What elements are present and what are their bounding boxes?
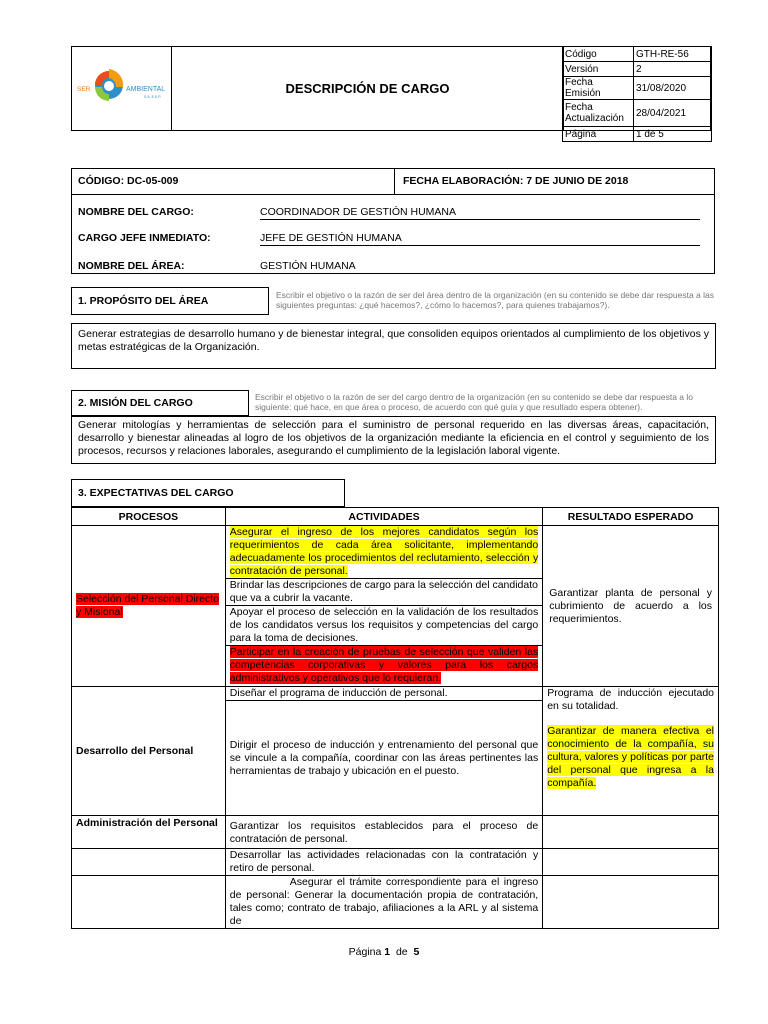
company-logo: [72, 47, 172, 130]
document-meta-table: [562, 46, 712, 142]
footer-page-number: 1: [384, 946, 391, 958]
process-cell: [72, 526, 226, 687]
meta-row: Versión 2: [563, 62, 712, 77]
creation-date: FECHA ELABORACIÓN: 7 DE JUNIO DE 2018: [403, 175, 629, 187]
table-row: [72, 849, 719, 876]
boss-label: CARGO JEFE INMEDIATO:: [78, 232, 211, 244]
result-empty-cell: [543, 876, 719, 929]
table-header-row: [72, 508, 719, 526]
section-1-title: 1. PROPÓSITO DEL ÁREA: [71, 287, 269, 315]
activity-cell: [225, 526, 542, 579]
activity-seleccion-2: Brindar las descripciones de cargo para la selección del candidato que va a cubrir la vacante.: [225, 579, 542, 606]
result-desarrollo-2: Garantizar de manera efectiva el conocimiento de la compañía, su cultura, valores y políticas por parte del personal que ingresa a la compañía.: [547, 725, 714, 789]
area-value: GESTIÓN HUMANA: [260, 260, 700, 274]
svg-text:SER: SER: [77, 86, 91, 93]
activity-administracion-3: Asegurar el trámite correspondiente para el ingreso de personal: Generar la documentación propia de contratación, tales como; contrato de trabajo, afiliaciones a la ARL y al sistema de: [225, 876, 542, 929]
table-row: [72, 816, 719, 849]
area-label: NOMBRE DEL ÁREA:: [78, 260, 185, 272]
meta-row: Fecha Actualización 28/04/2021: [563, 100, 712, 127]
expectations-table: [71, 507, 719, 929]
logo-cell: [72, 47, 172, 130]
document-header: [71, 46, 711, 140]
svg-text:AMBIENTAL: AMBIENTAL: [126, 86, 166, 93]
document-title: DESCRIPCIÓN DE CARGO: [172, 47, 564, 130]
process-desarrollo: Desarrollo del Personal: [72, 687, 226, 816]
col-header-procesos: PROCESOS: [72, 508, 226, 526]
result-empty-cell: [543, 849, 719, 876]
section-2-body: Generar mitologías y herramientas de selección para el suministro de personal requerido en las diversas áreas, capacitación, desarrollo y bienestar alineadas al logro de los objetivos de la organización mediante la eficiencia en el control y seguimiento de los procesos, recursos y relaciones laborales, asegurando el cumplimiento de la legislación laboral vigente.: [71, 416, 716, 464]
section-3-title: 3. EXPECTATIVAS DEL CARGO: [71, 479, 345, 507]
result-desarrollo-1: Programa de inducción ejecutado en su totalidad.: [547, 687, 714, 712]
section-1-body: Generar estrategias de desarrollo humano y de bienestar integral, que consoliden equipos orientados al cumplimiento de los objetivos y metas estratégicas de la Organización.: [71, 323, 716, 369]
table-row: [72, 526, 719, 579]
boss-value: JEFE DE GESTIÓN HUMANA: [260, 232, 700, 246]
meta-row: Fecha Emisión 31/08/2020: [563, 77, 712, 100]
section-1-hint: Escribir el objetivo o la razón de ser del área dentro de la organización (en su contenido se debe dar respuesta a las siguientes preguntas: ¿qué hacemos?, ¿cómo lo hacemos?, para quienes trabajamos?).: [276, 290, 715, 310]
page-footer: [0, 946, 768, 958]
table-row: [72, 876, 719, 929]
table-row: [72, 687, 719, 701]
job-info-block: [71, 168, 715, 274]
process-empty-cell: [72, 876, 226, 929]
section-2-title: 2. MISIÓN DEL CARGO: [71, 390, 249, 416]
activity-desarrollo-2: Dirigir el proceso de inducción y entrenamiento del personal que se vincule a la compañía, coordinar con las áreas pertinentes las herramientas de trabajo y ubicación en el puesto.: [225, 701, 542, 816]
activity-administracion-2: Desarrollar las actividades relacionadas con la contratación y retiro de personal.: [225, 849, 542, 876]
job-code: CÓDIGO: DC-05-009: [72, 169, 395, 194]
activity-seleccion-3: Apoyar el proceso de selección en la validación de los resultados de los candidatos versus los requisitos y competencias del cargo para la toma de decisiones.: [225, 606, 542, 646]
result-seleccion: Garantizar planta de personal y cubrimiento de acuerdo a los requerimientos.: [543, 526, 719, 687]
result-desarrollo-cell: [543, 687, 719, 816]
process-empty-cell: [72, 849, 226, 876]
activity-administracion-1: Garantizar los requisitos establecidos para el proceso de contratación de personal.: [225, 816, 542, 849]
meta-row: Página 1 de 5: [563, 127, 712, 142]
col-header-actividades: ACTIVIDADES: [225, 508, 542, 526]
result-empty-cell: [543, 816, 719, 849]
activity-seleccion-4: Participar en la creación de pruebas de selección que validen las competencias corporativas y valores para los cargos administrativos y operativos que lo requieran.: [229, 646, 539, 684]
info-top-row: [72, 169, 714, 195]
section-2-hint: Escribir el objetivo o la razón de ser del cargo dentro de la organización (en su contenido se debe dar respuesta a lo siguiente: qué hace, en que área o proceso, de acuerdo con qué guía y que resultado espera obtener).: [255, 392, 694, 412]
job-title-value: COORDINADOR DE GESTIÓN HUMANA: [260, 206, 700, 220]
footer-page-total: 5: [413, 946, 420, 958]
job-title-label: NOMBRE DEL CARGO:: [78, 206, 194, 218]
svg-text:S.A. E.S.P.: S.A. E.S.P.: [144, 95, 162, 99]
process-administracion: Administración del Personal: [72, 816, 226, 849]
col-header-resultado: RESULTADO ESPERADO: [543, 508, 719, 526]
process-seleccion: Selección del Personal Directo y Misional: [76, 593, 219, 618]
footer-of-word: de: [395, 946, 408, 958]
activity-seleccion-1: Asegurar el ingreso de los mejores candidatos según los requerimientos de cada área solicitante, implementando adecuadamente los procedimientos del reclutamiento, selección y contratación de personal.: [229, 526, 539, 577]
footer-page-word: Página: [348, 946, 382, 958]
activity-cell: [225, 646, 542, 687]
meta-row: Código GTH-RE-56: [563, 47, 712, 62]
activity-desarrollo-1: Diseñar el programa de inducción de personal.: [225, 687, 542, 701]
